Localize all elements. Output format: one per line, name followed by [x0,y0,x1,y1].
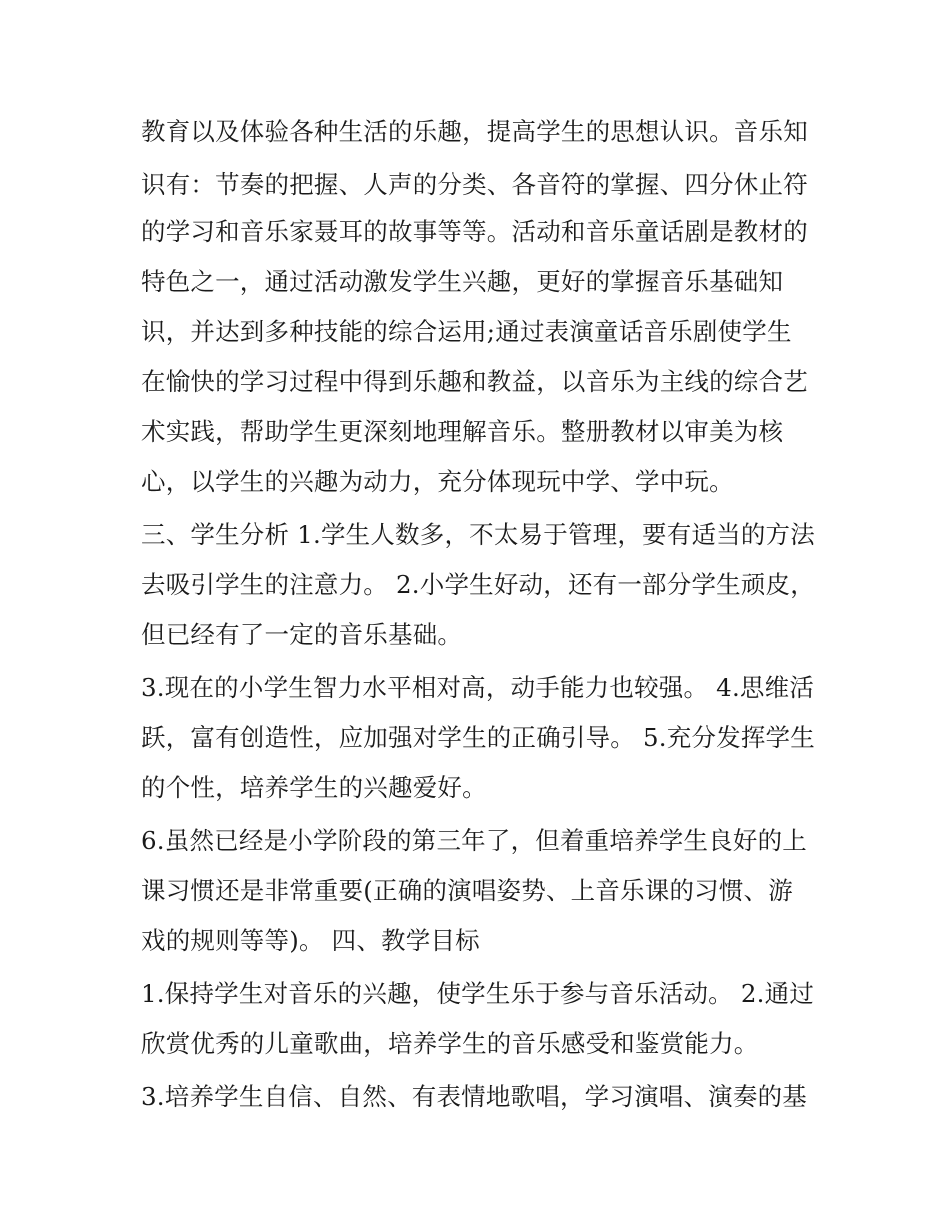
text-line: 去吸引学生的注意力。 2.小学生好动，还有一部分学生顽皮， [141,570,815,599]
text-line: 3.现在的小学生智力水平相对高，动手能力也较强。 4.思维活 [141,673,815,702]
text-line: 特色之一，通过活动激发学生兴趣，更好的掌握音乐基础知 [141,267,784,296]
text-line: 课习惯还是非常重要(正确的演唱姿势、上音乐课的习惯、游 [141,876,793,905]
text-line: 欣赏优秀的儿童歌曲，培养学生的音乐感受和鉴赏能力。 [141,1029,759,1058]
text-line: 1.保持学生对音乐的兴趣，使学生乐于参与音乐活动。 2.通过 [141,979,815,1008]
text-line: 术实践，帮助学生更深刻地理解音乐。整册教材以审美为核 [141,417,784,446]
text-line: 识，并达到多种技能的综合运用;通过表演童话音乐剧使学生 [141,317,792,346]
text-line: 3.培养学生自信、自然、有表情地歌唱，学习演唱、演奏的基 [141,1082,807,1111]
text-line: 识有：节奏的把握、人声的分类、各音符的掌握、四分休止符 [141,170,808,199]
text-line: 的个性，培养学生的兴趣爱好。 [141,773,487,802]
section-heading-line: 三、学生分析 1.学生人数多，不太易于管理，要有适当的方法 [141,520,815,549]
text-line: 跃，富有创造性，应加强对学生的正确引导。 5.充分发挥学生 [141,723,815,752]
section-heading-line: 戏的规则等等)。 四、教学目标 [141,926,480,955]
text-line: 的学习和音乐家聂耳的故事等等。活动和音乐童话剧是教材的 [141,217,808,246]
text-line: 6.虽然已经是小学阶段的第三年了，但着重培养学生良好的上 [141,826,807,855]
text-line: 心，以学生的兴趣为动力，充分体现玩中学、学中玩。 [141,467,734,496]
text-line: 在愉快的学习过程中得到乐趣和教益，以音乐为主线的综合艺 [141,367,808,396]
text-line: 但已经有了一定的音乐基础。 [141,620,463,649]
text-line: 教育以及体验各种生活的乐趣，提高学生的思想认识。音乐知 [141,117,808,146]
